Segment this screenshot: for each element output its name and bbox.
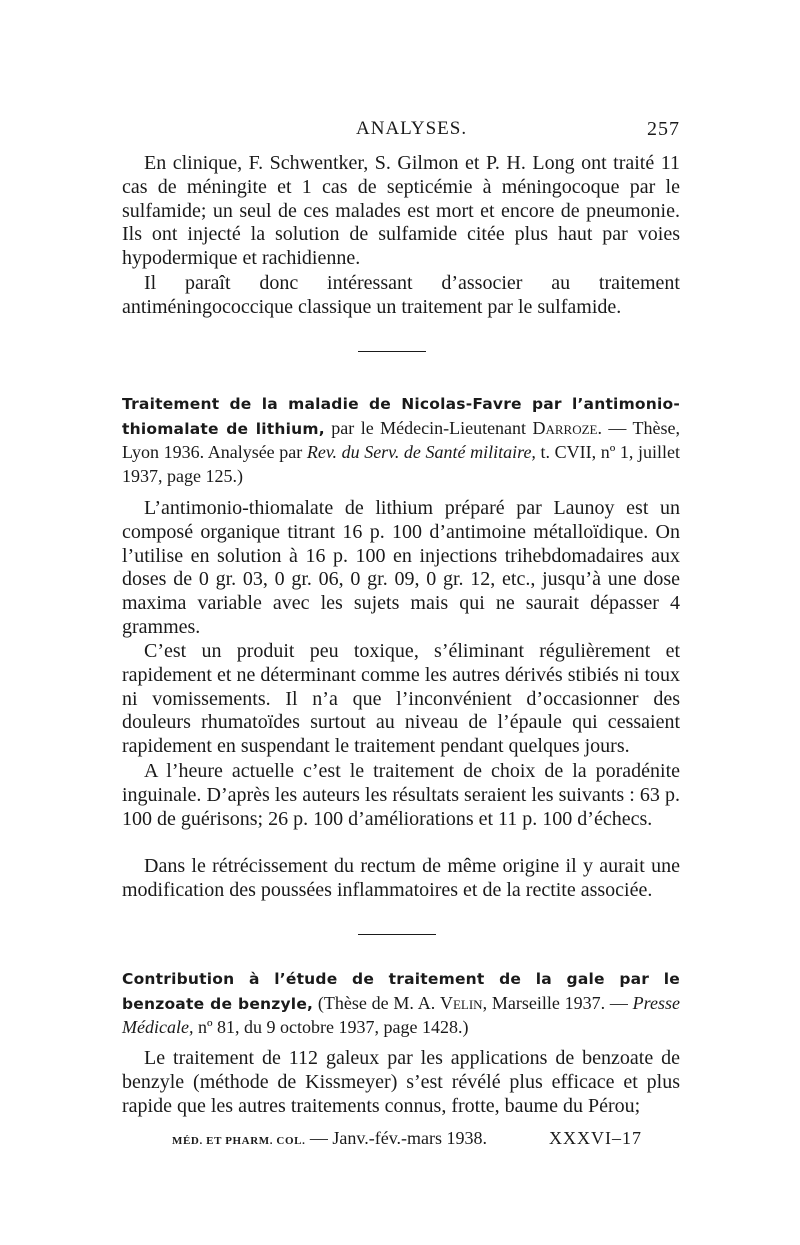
article1-paragraph-2: C’est un produit peu toxique, s’éliminant régulièrement et rapidement et ne déterminant comme les autres dérivés stibiés ni toux ni vomissements. Il n’a que l’inconvénient d’occasionner des douleurs rhumatoïdes surtout au niveau de l’épaule qui cessaient rapidement en suspendant le traitement pendant quelques jours. [122,640,680,758]
article1-heading [122,392,680,488]
section-divider [358,934,436,935]
article1-paragraph-1: L’antimonio-thiomalate de lithium préparé par Launoy est un composé organique titrant 16 p. 100 d’antimoine métalloïdique. On l’utilise en solution à 16 p. 100 en injections trihebdomadaires aux doses de 0 gr. 03, 0 gr. 06, 0 gr. 09, 0 gr. 12, etc., jusqu’à une dose maxima variable avec les sujets mais qui ne saurait dépasser 4 grammes. [122,497,680,638]
article1-paragraph-4: Dans le rétrécissement du rectum de même origine il y aurait une modification des poussées inflammatoires et de la rectite associée. [122,855,680,901]
footer-signature: XXXVI–17 [549,1128,642,1148]
footer-issue: — Janv.-fév.-mars 1938. [305,1128,488,1148]
article1-title: Traitement de la maladie de Nicolas-Favre par l’antimonio-thiomalate de lithium, [122,395,680,438]
article1-journal: Rev. du Serv. de Santé militaire, [306,442,536,462]
article1-source-prefix: . — Thèse, Lyon 1936. Analysée par [122,417,681,462]
article2-source-prefix: (Thèse de M. A. [313,992,440,1013]
article2-heading [122,967,680,1040]
page-footer [172,1128,642,1149]
article1-paragraph-3: A l’heure actuelle c’est le traitement de choix de la poradénite inguinale. D’après les auteurs les résultats seraient les suivants : 63 p. 100 de guérisons; 26 p. 100 d’améliorations et 11 p. 100 d’échecs. [122,760,680,830]
article2-paragraph: Le traitement de 112 galeux par les applications de benzoate de benzyle (méthode de Kissmeyer) s’est révélé plus efficace et plus rapide que les autres traitements connus, frotte, baume du Pérou; [122,1047,680,1117]
section1-paragraph-2: Il paraît donc intéressant d’associer au traitement antiméningococcique classique un traitement par le sulfamide. [122,272,680,318]
article1-source-suffix: t. CVII, nº 1, juillet 1937, page 125.) [122,442,680,486]
page-number: 257 [647,118,680,140]
article2-author: Velin [439,992,483,1013]
article2-title: Contribution à l’étude de traitement de la gale par le benzoate de benzyle, [122,970,680,1013]
footer-journal: MÉD. ET PHARM. COL. [172,1135,306,1147]
running-header [122,112,680,142]
article2-source-mid: , Marseille 1937. — [482,992,633,1013]
section1-paragraph-1: En clinique, F. Schwentker, S. Gilmon et P. H. Long ont traité 11 cas de méningite et 1 cas de septicémie à méningocoque par le sulfamide; un seul de ces malades est mort et encore de pneumonie. Ils ont injecté la solution de sulfamide citée plus haut par voies hypodermique et rachidienne. [122,152,680,270]
article1-byline: par le Médecin-Lieutenant [324,417,533,438]
article1-author: Darroze [532,417,598,438]
article2-source-suffix: nº 81, du 9 octobre 1937, page 1428.) [193,1017,469,1037]
article2-journal: Presse Médicale, [122,992,680,1037]
section-divider [358,351,426,352]
running-title: ANALYSES. [356,118,468,139]
